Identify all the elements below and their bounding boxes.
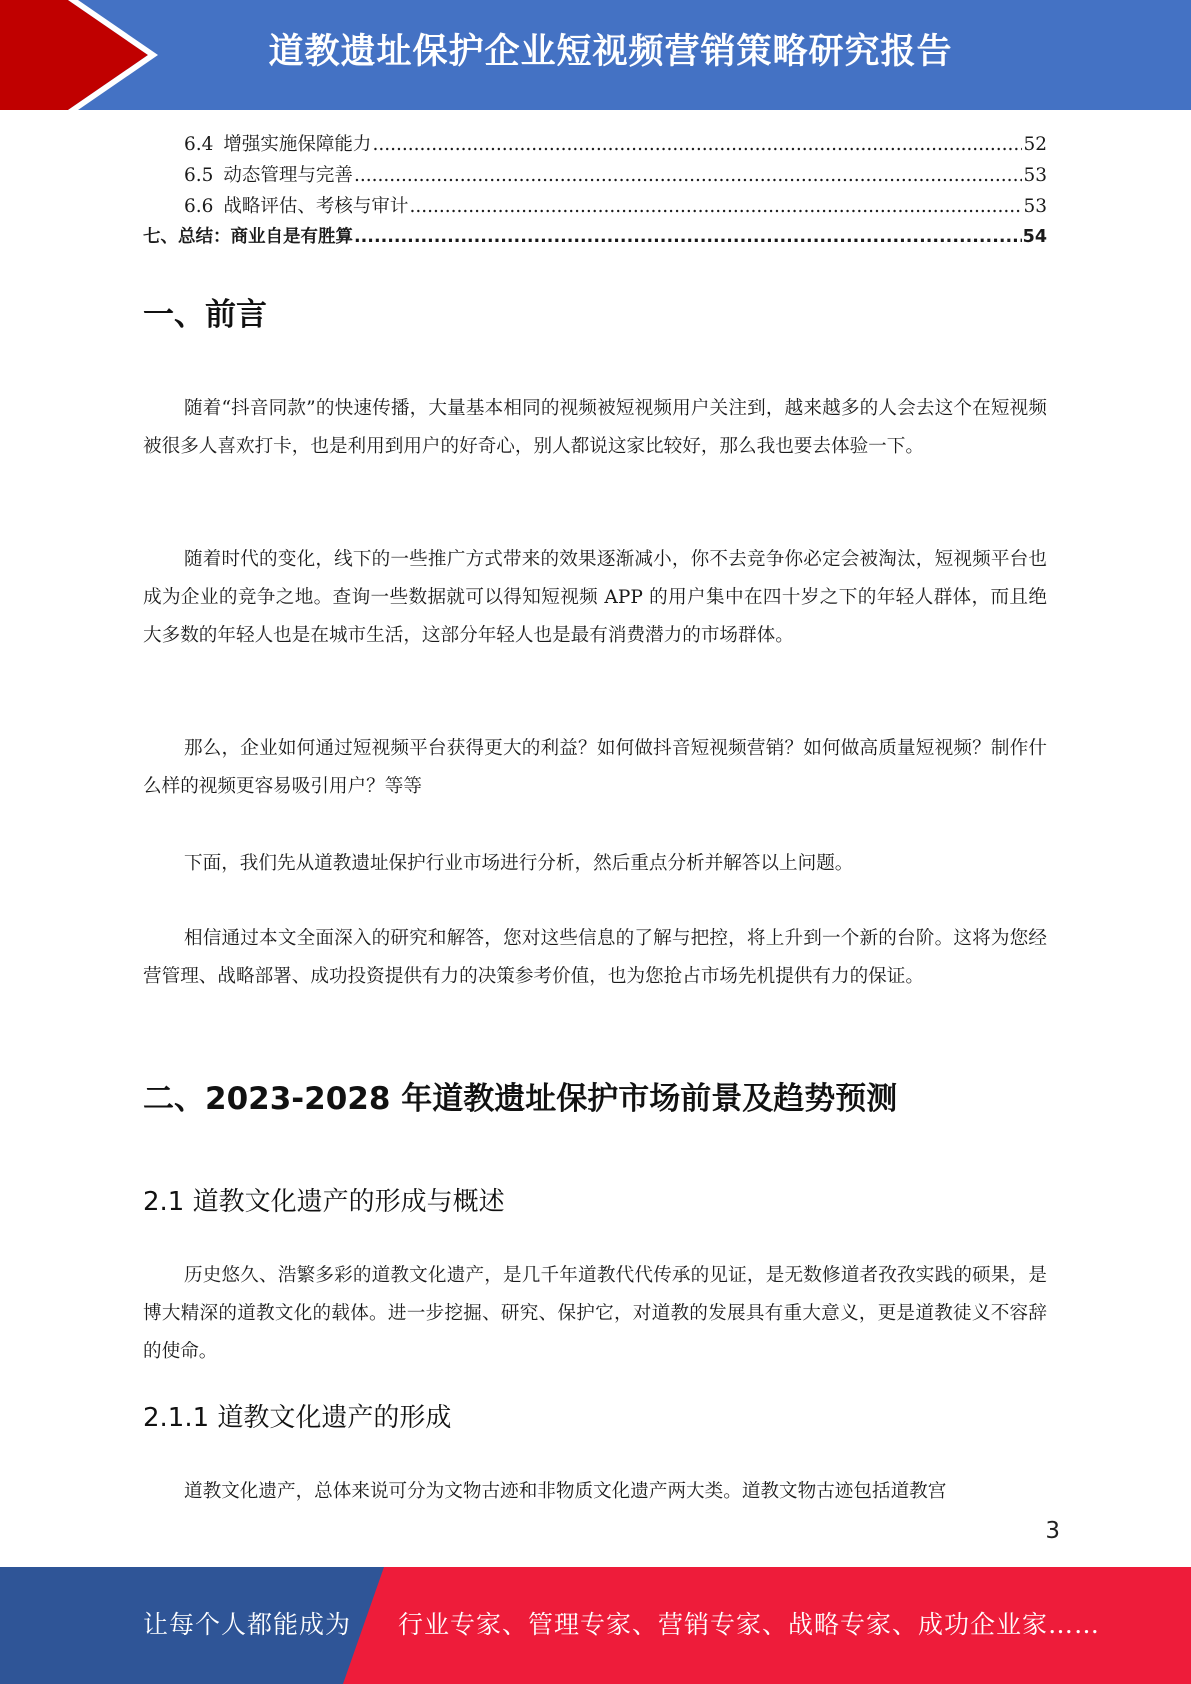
toc-entry-number: 6.6	[184, 196, 214, 217]
toc-entry-page: 52	[1023, 134, 1047, 155]
toc-entry-chapter[interactable]	[143, 222, 1047, 253]
toc-entry-number: 6.5	[184, 165, 214, 186]
body-paragraph: 道教文化遗产，总体来说可分为文物古迹和非物质文化遗产两大类。道教文物古迹包括道教宫	[184, 1481, 947, 1502]
footer-slogan-left: 让每个人都能成为	[143, 1610, 352, 1639]
toc-entry-label: 总结：商业自是有胜算	[178, 227, 353, 247]
page-header	[0, 0, 1191, 110]
body-paragraph: 随着“抖音同款”的快速传播，大量基本相同的视频被短视频用户关注到，越来越多的人会去这个在短视频被很多人喜欢打卡，也是利用到用户的好奇心，别人都说这家比较好，那么我也要去体验一下。	[143, 398, 1047, 457]
toc-entry-number: 七、	[143, 227, 178, 247]
page-footer	[0, 1567, 1191, 1684]
table-of-contents	[143, 129, 1047, 253]
body-paragraph: 历史悠久、浩繁多彩的道教文化遗产，是几千年道教代代传承的见证，是无数修道者孜孜实践的硕果，是博大精深的道教文化的载体。进一步挖掘、研究、保护它，对道教的发展具有重大意义，更是道教徒义不容辞的使命。	[143, 1265, 1047, 1362]
footer-slogan-right: 行业专家、管理专家、营销专家、战略专家、成功企业家……	[398, 1610, 1101, 1639]
toc-entry[interactable]	[143, 129, 1047, 160]
body-paragraph: 下面，我们先从道教遗址保护行业市场进行分析，然后重点分析并解答以上问题。	[184, 853, 854, 874]
body-paragraph: 相信通过本文全面深入的研究和解答，您对这些信息的了解与把控，将上升到一个新的台阶。这将为您经营管理、战略部署、成功投资提供有力的决策参考价值，也为您抢占市场先机提供有力的保证。	[143, 928, 1047, 987]
toc-entry[interactable]	[143, 191, 1047, 222]
toc-entry-label: 增强实施保障能力	[223, 134, 372, 155]
toc-entry-page: 54	[1022, 227, 1047, 247]
section-heading-preface: 一、前言	[143, 297, 267, 333]
toc-entry-page: 53	[1023, 165, 1047, 186]
page-number: 3	[1045, 1518, 1060, 1544]
toc-leader-dots	[354, 222, 1022, 253]
toc-entry-label: 战略评估、考核与审计	[223, 196, 409, 217]
toc-leader-dots	[409, 191, 1022, 222]
toc-entry-number: 6.4	[184, 134, 214, 155]
toc-leader-dots	[372, 129, 1022, 160]
toc-entry-label: 动态管理与完善	[223, 165, 353, 186]
subsection-heading: 2.1.1 道教文化遗产的形成	[143, 1403, 452, 1433]
toc-entry[interactable]	[143, 160, 1047, 191]
body-paragraph: 那么，企业如何通过短视频平台获得更大的利益？如何做抖音短视频营销？如何做高质量短视频？制作什么样的视频更容易吸引用户？等等	[143, 738, 1047, 797]
toc-leader-dots	[354, 160, 1023, 191]
report-title: 道教遗址保护企业短视频营销策略研究报告	[268, 32, 953, 72]
toc-entry-page: 53	[1023, 196, 1047, 217]
subsection-heading: 2.1 道教文化遗产的形成与概述	[143, 1187, 505, 1217]
body-paragraph: 随着时代的变化，线下的一些推广方式带来的效果逐渐减小，你不去竞争你必定会被淘汰，短视频平台也成为企业的竞争之地。查询一些数据就可以得知短视频 APP 的用户集中在四十岁之下的年轻人群体，而且绝大多数的年轻人也是在城市生活，这部分年轻人也是最有消费潜力的市场群体。	[143, 549, 1047, 646]
section-heading-market-outlook: 二、2023-2028 年道教遗址保护市场前景及趋势预测	[143, 1081, 898, 1117]
